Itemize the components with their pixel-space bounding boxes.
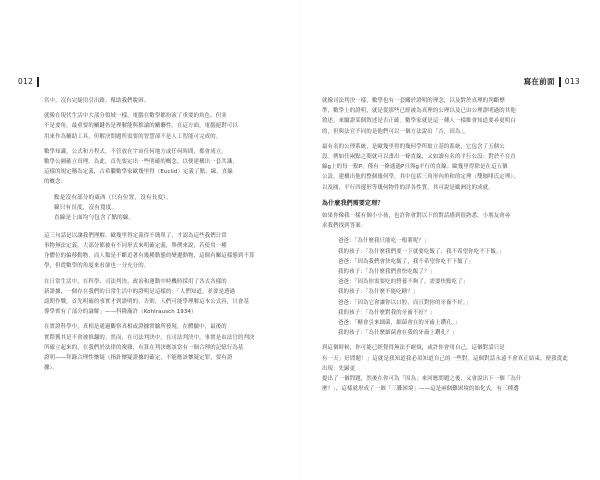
dialog-line: 我的孩子：「為什麼對我的牙齒不好？」 [338,309,436,316]
text-line: 證明——拜錄合理性懷疑（指針懷疑證據的確定，不能應該懷疑定罪，要有證 [44,355,233,362]
paragraph [322,142,568,193]
text-line: 據）。 [44,365,58,372]
running-title: 寫在前面 [523,77,555,86]
text-line: 學，但從數學的角度來看卻也一分充分的。 [44,263,150,270]
text-line: 提出了一個問題，然後在你可為「因為」來回應問題之後，又會說出下一個「為什 [322,376,522,383]
text-line: 最有名的公理系統，是歐幾里得的幾何學所取立基的系統，它包含了五個公 [322,143,505,150]
quote-line: 直線是上面均勻包含了點的線。 [54,215,135,222]
left-page-body [44,96,276,378]
text-line: 身體位的偏移動物，而人類是不斷追著有幾種動態的變遷動物，這個有關這樣態到不算 [44,253,255,260]
dialog-line: 我的孩子：「為什麼我們要一下就要吃飯了，我不希望你吃不下飯。」 [338,248,505,255]
text-line: 準，數學上的證明，就是從那些已經被為真理的公理以及已由公理證明過的其他 [322,108,516,115]
text-line: 事物無法定義。大部分都被有不同形式來明確定義，舉例來說，若使用一種 [44,243,227,250]
text-line: 實際獲其是不會被推翻的。然而，在司法判決中，在司法判決中，事實是由法官的判決 [44,334,255,341]
text-line: 麼？」，這樣就形成了一個「三難困境」——這是兩個難困境的始化式，有三種選 [322,386,519,393]
paragraph [44,147,276,188]
dialog-line: 爸爸：「因為我們會快吃飯了，我不希望你吃不下飯了」 [338,258,474,265]
text-line: 不是要角，最重要的關鍵仍是理解能與推論的關聯性。在這方面，電腦絕對可以 [44,123,238,130]
text-line: 這三句話是以讓我們理解，歐幾里得定義得不簡單了，才認為這些我們日常 [44,232,227,239]
paragraph [44,111,276,142]
text-line: 就像在現代生活中大部分領域一樣，電腦在數學都扮演了重要的角色，但並 [44,113,227,120]
text-line: 數學知識，公式和方程式，不管放在宇宙任何地方或任何時間，都會成立。 [44,148,227,155]
dialog-line: 爸爸：「為什麼我只能吃一根薯呢？」 [338,238,430,245]
right-page-number: 013 [564,77,580,86]
dialog-line: 爸爸：「糖會引來細菌，細菌會在的牙齒上鑽孔。」 [338,320,461,327]
text-line: 到這個時候，你可能已經覺得無法不耐煩，或許你會用自己，這個對話只是 [322,345,505,352]
dialog-line: 我的孩子：「為什麼不能吃糖？」 [338,289,419,296]
text-line: 在實證科學中，真相是通過觀察真相或證據實驗所發現，在體驗中，最後的 [44,324,227,331]
text-line: 這樣的規定稱為定義，古希臘數學家歐幾里得（Euclid）定義了點、線、直線 [44,169,233,176]
text-line: 設。例如任兩點之間就可以畫出一條直線，又如讀有名的平行公設：對於不在直 [322,154,516,161]
text-line: 的，但與法官不同的是他們可以一個方法說出「否，因為」。 [322,128,469,135]
text-line: 宮中，沒有完疑用引出路，幫助我們脫困。 [44,98,150,104]
dialog-line: 爸爸：「因為它會讓你以口腔，而且對你的牙齒不好。」 [338,299,472,306]
header-divider-bar [559,77,561,87]
left-page-header [18,76,43,88]
dialog-line: 我的孩子：「為什麼我們會快吃飯了？」 [338,269,436,276]
section-heading: 為什麼我們需要定理？ [322,199,384,207]
paragraph [322,211,568,231]
paragraph [44,322,276,373]
quote-line: 點是沒有部分的東西（只有位置，沒有長度）。 [54,194,172,201]
text-line: 數學公圖確立真理。為此，首先要定出一些明確的概念，以便建構出一套共識， [44,159,238,166]
dialog-line: 我的孩子：「為什麼細菌會在我的牙齒上鑽孔？」 [338,330,458,337]
dialog-line: 爸爸：「因為你需要吃的營養不夠了，需要快點吃了」 [338,279,469,286]
text-line: 有一天」好問題！」這就是我知道我必須知道自己的一些對。這個對話永遠不會真正結束，便我從此出現：先歸更 [322,355,568,372]
text-line: 用來作為輔助工具，但解決問題所需要的智慧卻不是人工智能可完成的。 [44,133,222,140]
text-line: 以及圓，平行四邊形等幾何物件的詳各性質，其可說是歐洲比的成就。 [322,184,494,191]
right-page-header [524,76,580,88]
text-line: 認期作戰，首先明確的事實才到證明的，否則，人們可能學理解這本公式容，只會基 [44,299,250,306]
quote-line: 線只有長度，沒有寬度。 [54,205,118,212]
text-line: 如果你像我一樣有個小小孩，也許你會對以下的對話感到很熟悉。小朋友會尋 [322,213,511,220]
right-page-body [322,96,568,399]
text-line: 線g上的每一點P，僅有一條通過P且與g平行的直線。歐幾里得除是在這五個 [322,164,508,171]
left-page-number: 012 [18,77,34,86]
text-line: 求我們找到答案： [322,223,367,230]
paragraph [322,343,568,394]
paragraph [44,277,276,318]
text-line: 就像司法判決一樣，數學也有一套關於證明的理念，以及對於真理的判斷標 [322,98,505,104]
paragraph [322,96,568,137]
text-line: 公設，建構出他的整個幾何學，其中包括三角形內角和的定理（雙伽啡氏定理）， [322,174,519,181]
definition-quote [54,193,276,224]
right-page [300,0,600,480]
text-line: 的概念： [44,179,67,186]
paragraph [44,96,276,106]
paragraph [44,231,276,272]
dialog-block [322,236,568,338]
text-line: 導學實有了部分的論解」——科隆瀚許（Kohlrausch 1934） [44,309,197,316]
text-line: 所確立起來的，在我們於法律的複雜，有算在判決應該當有一個合理的記憶行為基 [44,344,244,351]
text-line: 敘述，來驗證某個敘述是否正確。數學家就是這一種人一樣維會知道要尋更明白 [322,118,516,125]
text-line: 新證據，一個存在我們的日常生活中的證明是這樣的：「人們知道，並要是透過 [44,288,236,295]
text-line: 在日常生活中、在科學、司法判決、政治和運動中時機時採用了各式各樣的 [44,278,227,285]
header-divider-bar [37,77,39,87]
